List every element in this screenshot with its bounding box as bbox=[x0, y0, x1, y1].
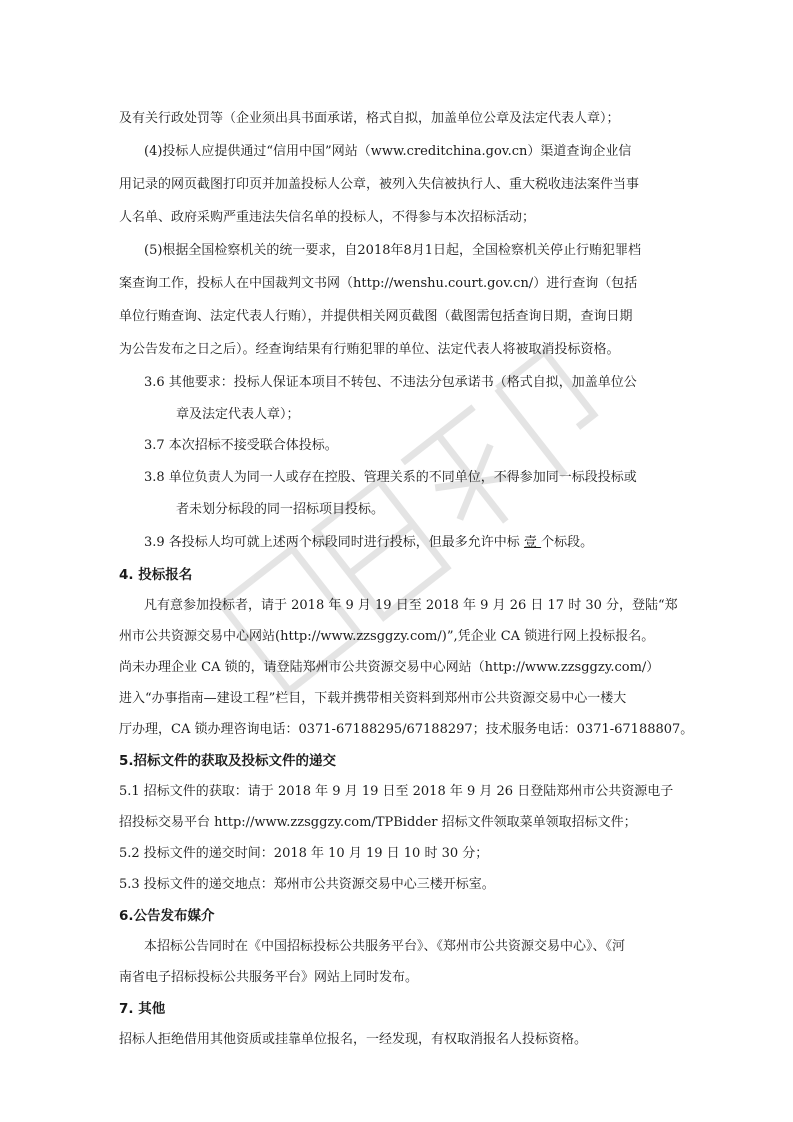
underlined-count: 壹 bbox=[523, 535, 542, 550]
document-page: 及有关行政处罚等（企业须出具书面承诺，格式自拟，加盖单位公章及法定代表人章）； (4)投标人应提供通过“信用中国”网站（www.creditchina.gov.cn）渠道查询企业信 用记录的网页截图打印页并加盖投标人公章，被列入失信被执行人、重大税收违法案件当事 人名单、政府采购严重违法失信名单的投标人，不得参与本次招标活动； (5)根据全国检察机关的统一要求，自2018年8月1日起，全国检察机关停止行贿犯罪档 案查询工作，投标人在中国裁判文书网（http://wenshu.court.gov.cn/）进行查询（包括 单位行贿查询、法定代表人行贿），并提供相关网页截图（截图需包括查询日期，查询日期 为公告发布之日之后）。经查询结果有行贿犯罪的单位、法定代表人将被取消投标资格。 3.6 其他要求：投标人保证本项目不转包、不违法分包承诺书（格式自拟，加盖单位公 章及法定代表人章）； 3.7 本次招标不接受联合体投标。 3.8 单位负责人为同一人或存在控股、管理关系的不同单位，不得参加同一标段投标或 者未划分标段的同一招标项目投标。 3.9 各投标人均可就上述两个标段同时进行投标，但最多允许中标 壹 个标段。 4. 投标报名 凡有意参加投标者，请于 2018 年 9 月 19 日至 2018 年 9 月 26 日 17 时 30 分，登陆“郑 州市公共资源交易中心网站(http://www.zzsggzy.com/)”,凭企业 CA 锁进行网上投标报名。 尚未办理企业 CA 锁的，请登陆郑州市公共资源交易中心网站（http://www.zzsggzy.com/） 进入“办事指南—建设工程”栏目，下载并携带相关资料到郑州市公共资源交易中心一楼大 厅办理，CA 锁办理咨询电话：0371-67188295/67188297；技术服务电话：0371-67188807。 5.招标文件的获取及投标文件的递交 5.1 招标文件的获取：请于 2018 年 9 月 19 日至 2018 年 9 月 26 日登陆郑州市公共资源电子 招投标交易平台 http://www.zzsggzy.com/TPBidder 招标文件领取菜单领取招标文件； 5.2 投标文件的递交时间：2018 年 10 月 19 日 10 时 30 分； 5.3 投标文件的递交地点：郑州市公共资源交易中心三楼开标室。 6.公告发布媒介 本招标公告同时在《中国招标投标公共服务平台》、《郑州市公共资源交易中心》、《河 南省电子招标投标公共服务平台》网站上同时发布。 7. 其他 招标人拒绝借用其他资质或挂靠单位报名，一经发现，有权取消报名人投标资格。 bbox=[119, 111, 694, 1047]
